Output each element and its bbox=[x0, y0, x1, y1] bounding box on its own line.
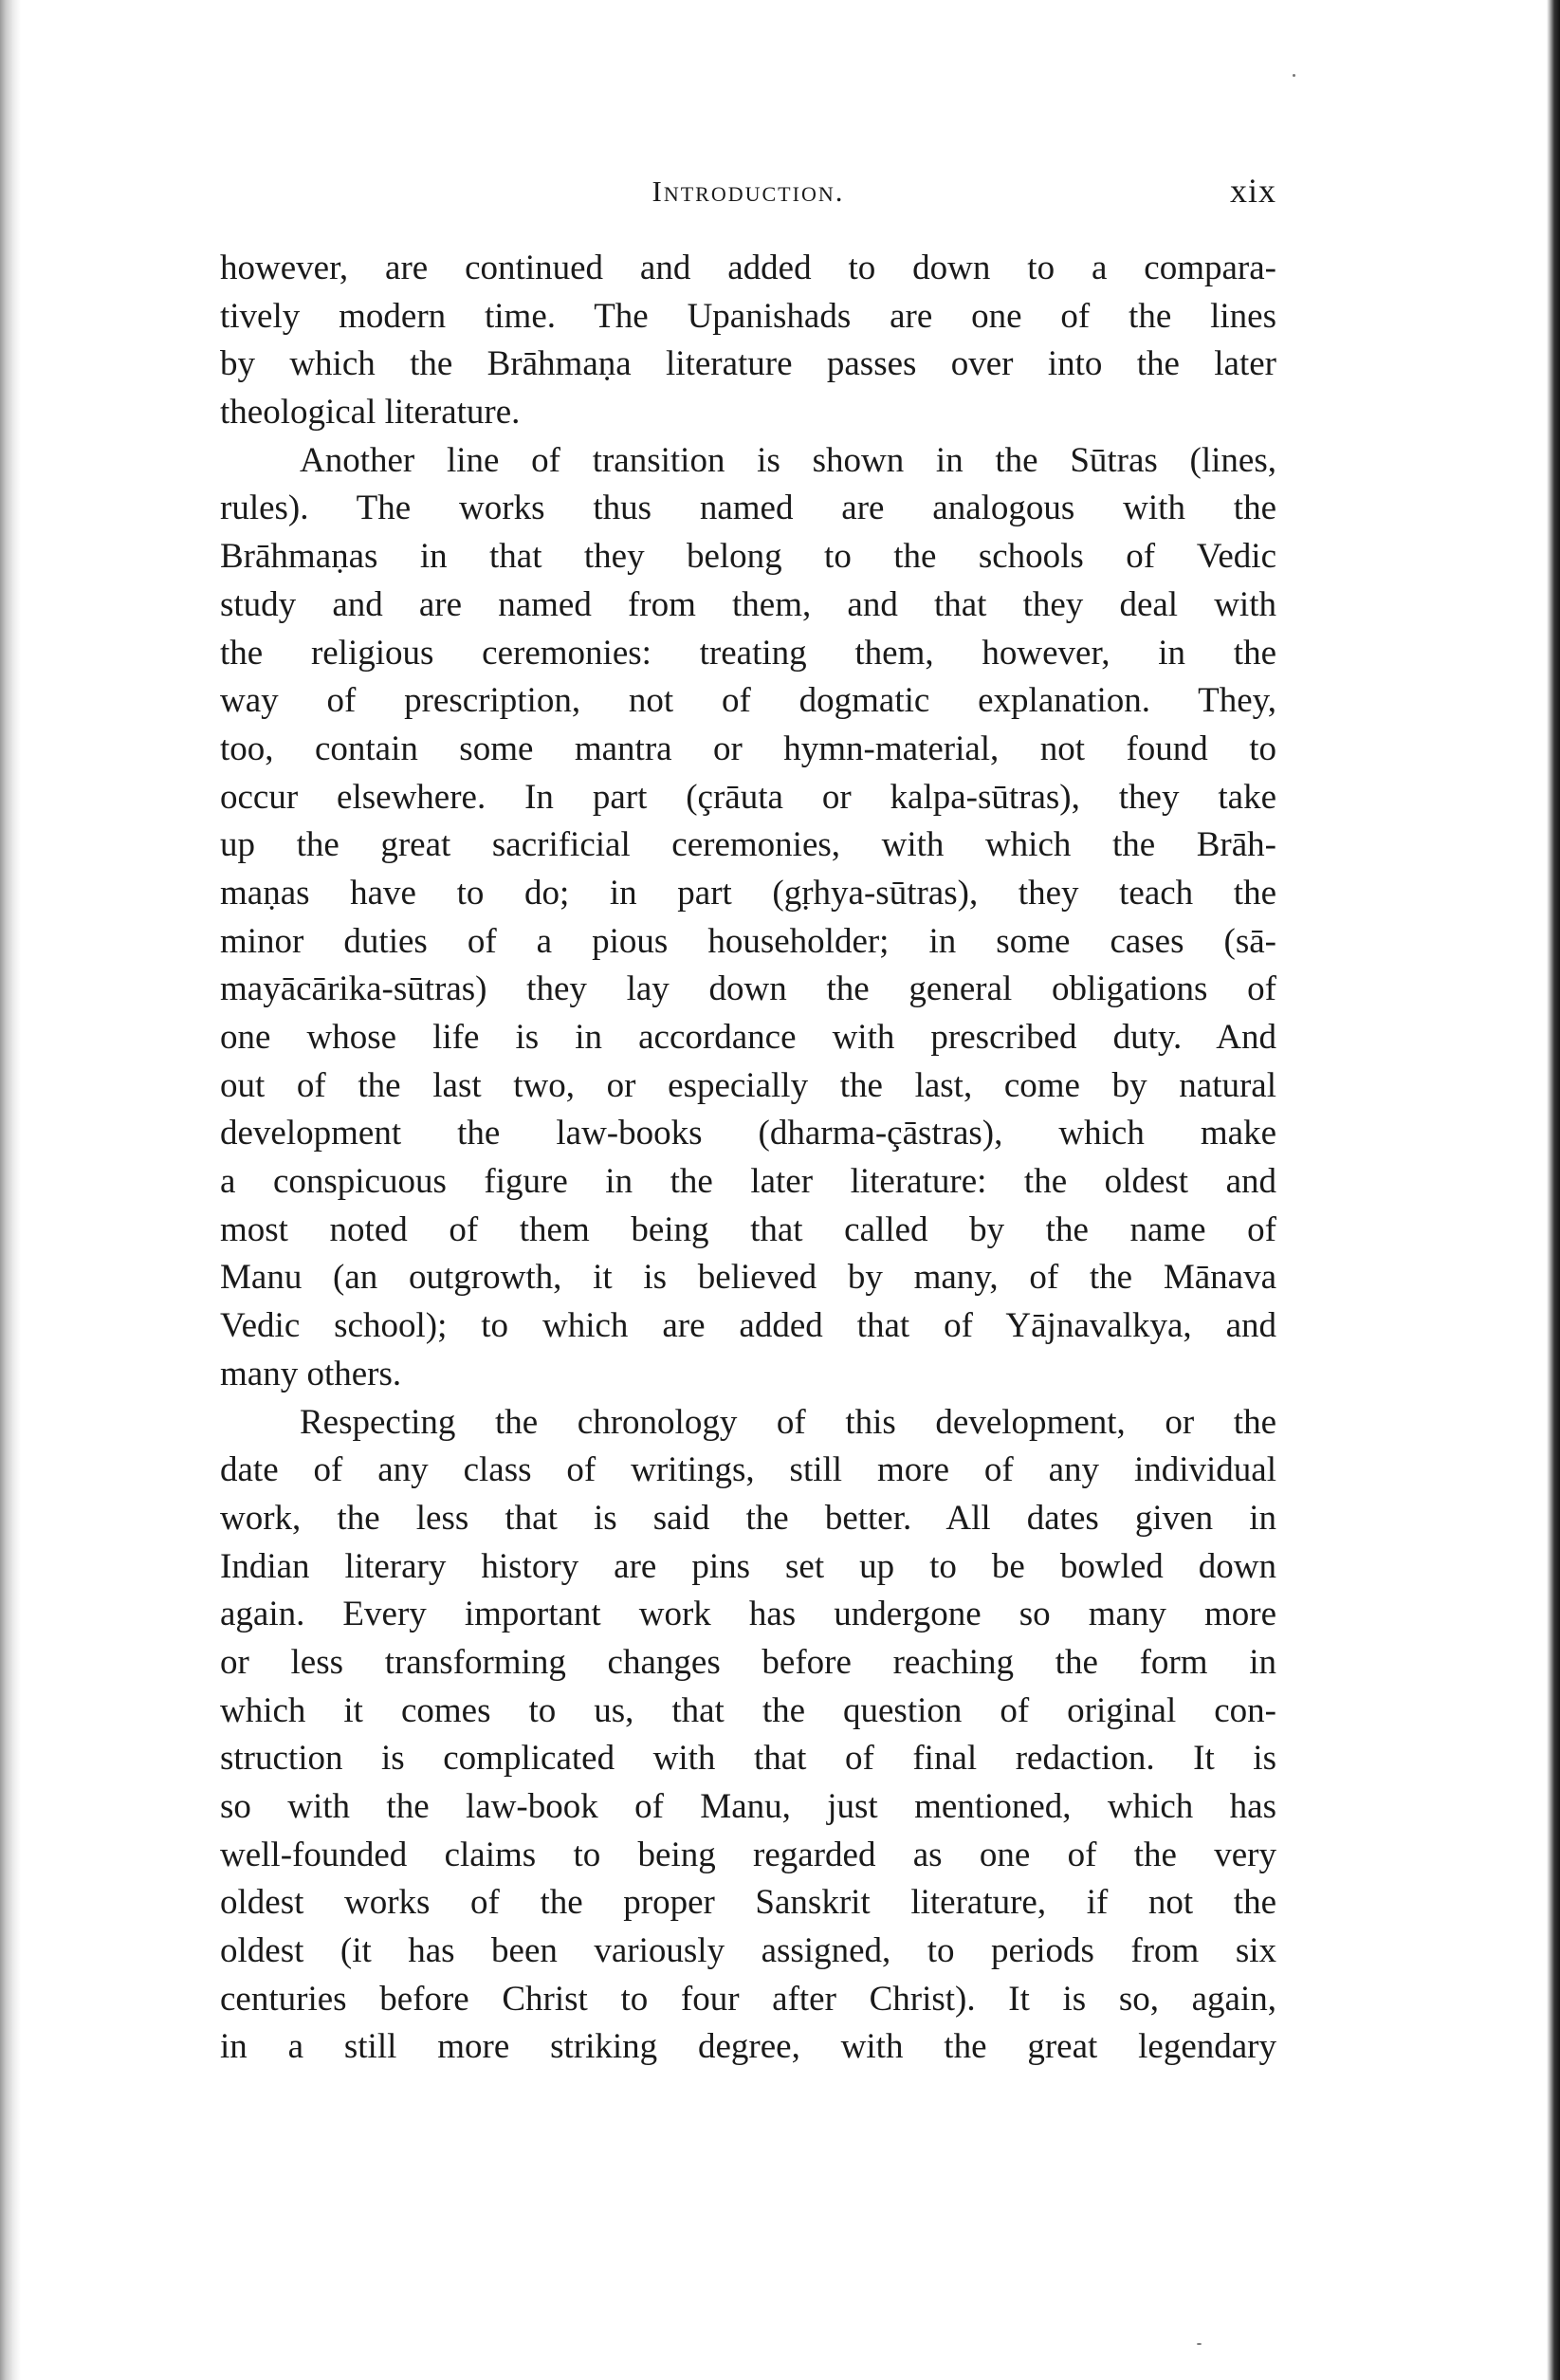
text-line: work, the less that is said the better. All dates given in bbox=[220, 1498, 1276, 1538]
text-line: well-founded claims to being regarded as one of the very bbox=[220, 1835, 1276, 1874]
text-line: Indian literary history are pins set up to be bowled down bbox=[220, 1546, 1276, 1586]
text-line: tively modern time. The Upanishads are one of the lines bbox=[220, 296, 1276, 336]
text-line: development the law-books (dharma-çāstras), which make bbox=[220, 1114, 1276, 1153]
text-line: up the great sacrificial ceremonies, with which the Brāh- bbox=[220, 825, 1276, 865]
text-line: the religious ceremonies: treating them, however, in the bbox=[220, 633, 1276, 673]
text-line: too, contain some mantra or hymn-material, not found to bbox=[220, 729, 1276, 768]
text-line: a conspicuous figure in the later literature: the oldest and bbox=[220, 1162, 1276, 1202]
scan-speck bbox=[1293, 74, 1295, 77]
body-text bbox=[220, 245, 1276, 2072]
text-line: struction is complicated with that of final redaction. It is bbox=[220, 1739, 1276, 1779]
text-line: so with the law-book of Manu, just mentioned, which has bbox=[220, 1787, 1276, 1826]
text-line: by which the Brāhmaṇa literature passes over into the later bbox=[220, 344, 1276, 384]
text-line: study and are named from them, and that they deal with bbox=[220, 584, 1276, 624]
text-line: way of prescription, not of dogmatic explanation. They, bbox=[220, 681, 1276, 721]
text-line: or less transforming changes before reaching the form in bbox=[220, 1642, 1276, 1682]
scan-speck bbox=[1197, 2343, 1202, 2345]
text-line: in a still more striking degree, with the great legendary bbox=[220, 2027, 1276, 2067]
scan-left-edge-shadow bbox=[0, 0, 21, 2380]
text-line: centuries before Christ to four after Christ). It is so, again, bbox=[220, 1979, 1276, 2019]
text-line: maṇas have to do; in part (gṛhya-sūtras), they teach the bbox=[220, 873, 1276, 913]
text-line: Manu (an outgrowth, it is believed by many, of the Mānava bbox=[220, 1258, 1276, 1298]
text-line: Another line of transition is shown in the Sūtras (lines, bbox=[300, 440, 1276, 480]
text-line: occur elsewhere. In part (çrāuta or kalpa-sūtras), they take bbox=[220, 777, 1276, 817]
text-line: theological literature. bbox=[220, 393, 521, 433]
scan-right-edge-shadow bbox=[1547, 0, 1560, 2380]
text-line: many others. bbox=[220, 1354, 402, 1393]
running-title: Introduction. bbox=[652, 175, 845, 208]
text-line: rules). The works thus named are analogous with the bbox=[220, 489, 1276, 528]
text-line: Vedic school); to which are added that of Yājnavalkya, and bbox=[220, 1306, 1276, 1346]
text-line: however, are continued and added to down to a compara- bbox=[220, 249, 1276, 287]
text-line: Respecting the chronology of this development, or the bbox=[300, 1402, 1276, 1442]
text-line: oldest (it has been variously assigned, to periods from six bbox=[220, 1931, 1276, 1971]
text-line: one whose life is in accordance with prescribed duty. And bbox=[220, 1018, 1276, 1057]
text-line: mayācārika-sūtras) they lay down the general obligations of bbox=[220, 969, 1276, 1009]
text-line: most noted of them being that called by the name of bbox=[220, 1209, 1276, 1249]
text-line: which it comes to us, that the question of original con- bbox=[220, 1690, 1276, 1730]
page-number: xix bbox=[1229, 172, 1276, 210]
text-line: again. Every important work has undergone so many more bbox=[220, 1595, 1276, 1634]
text-line: Brāhmaṇas in that they belong to the schools of Vedic bbox=[220, 537, 1276, 577]
text-line: oldest works of the proper Sanskrit literature, if not the bbox=[220, 1883, 1276, 1923]
text-line: date of any class of writings, still more of any individual bbox=[220, 1450, 1276, 1490]
running-head bbox=[220, 167, 1276, 214]
text-line: minor duties of a pious householder; in some cases (sā- bbox=[220, 921, 1276, 961]
text-line: out of the last two, or especially the last, come by natural bbox=[220, 1065, 1276, 1105]
